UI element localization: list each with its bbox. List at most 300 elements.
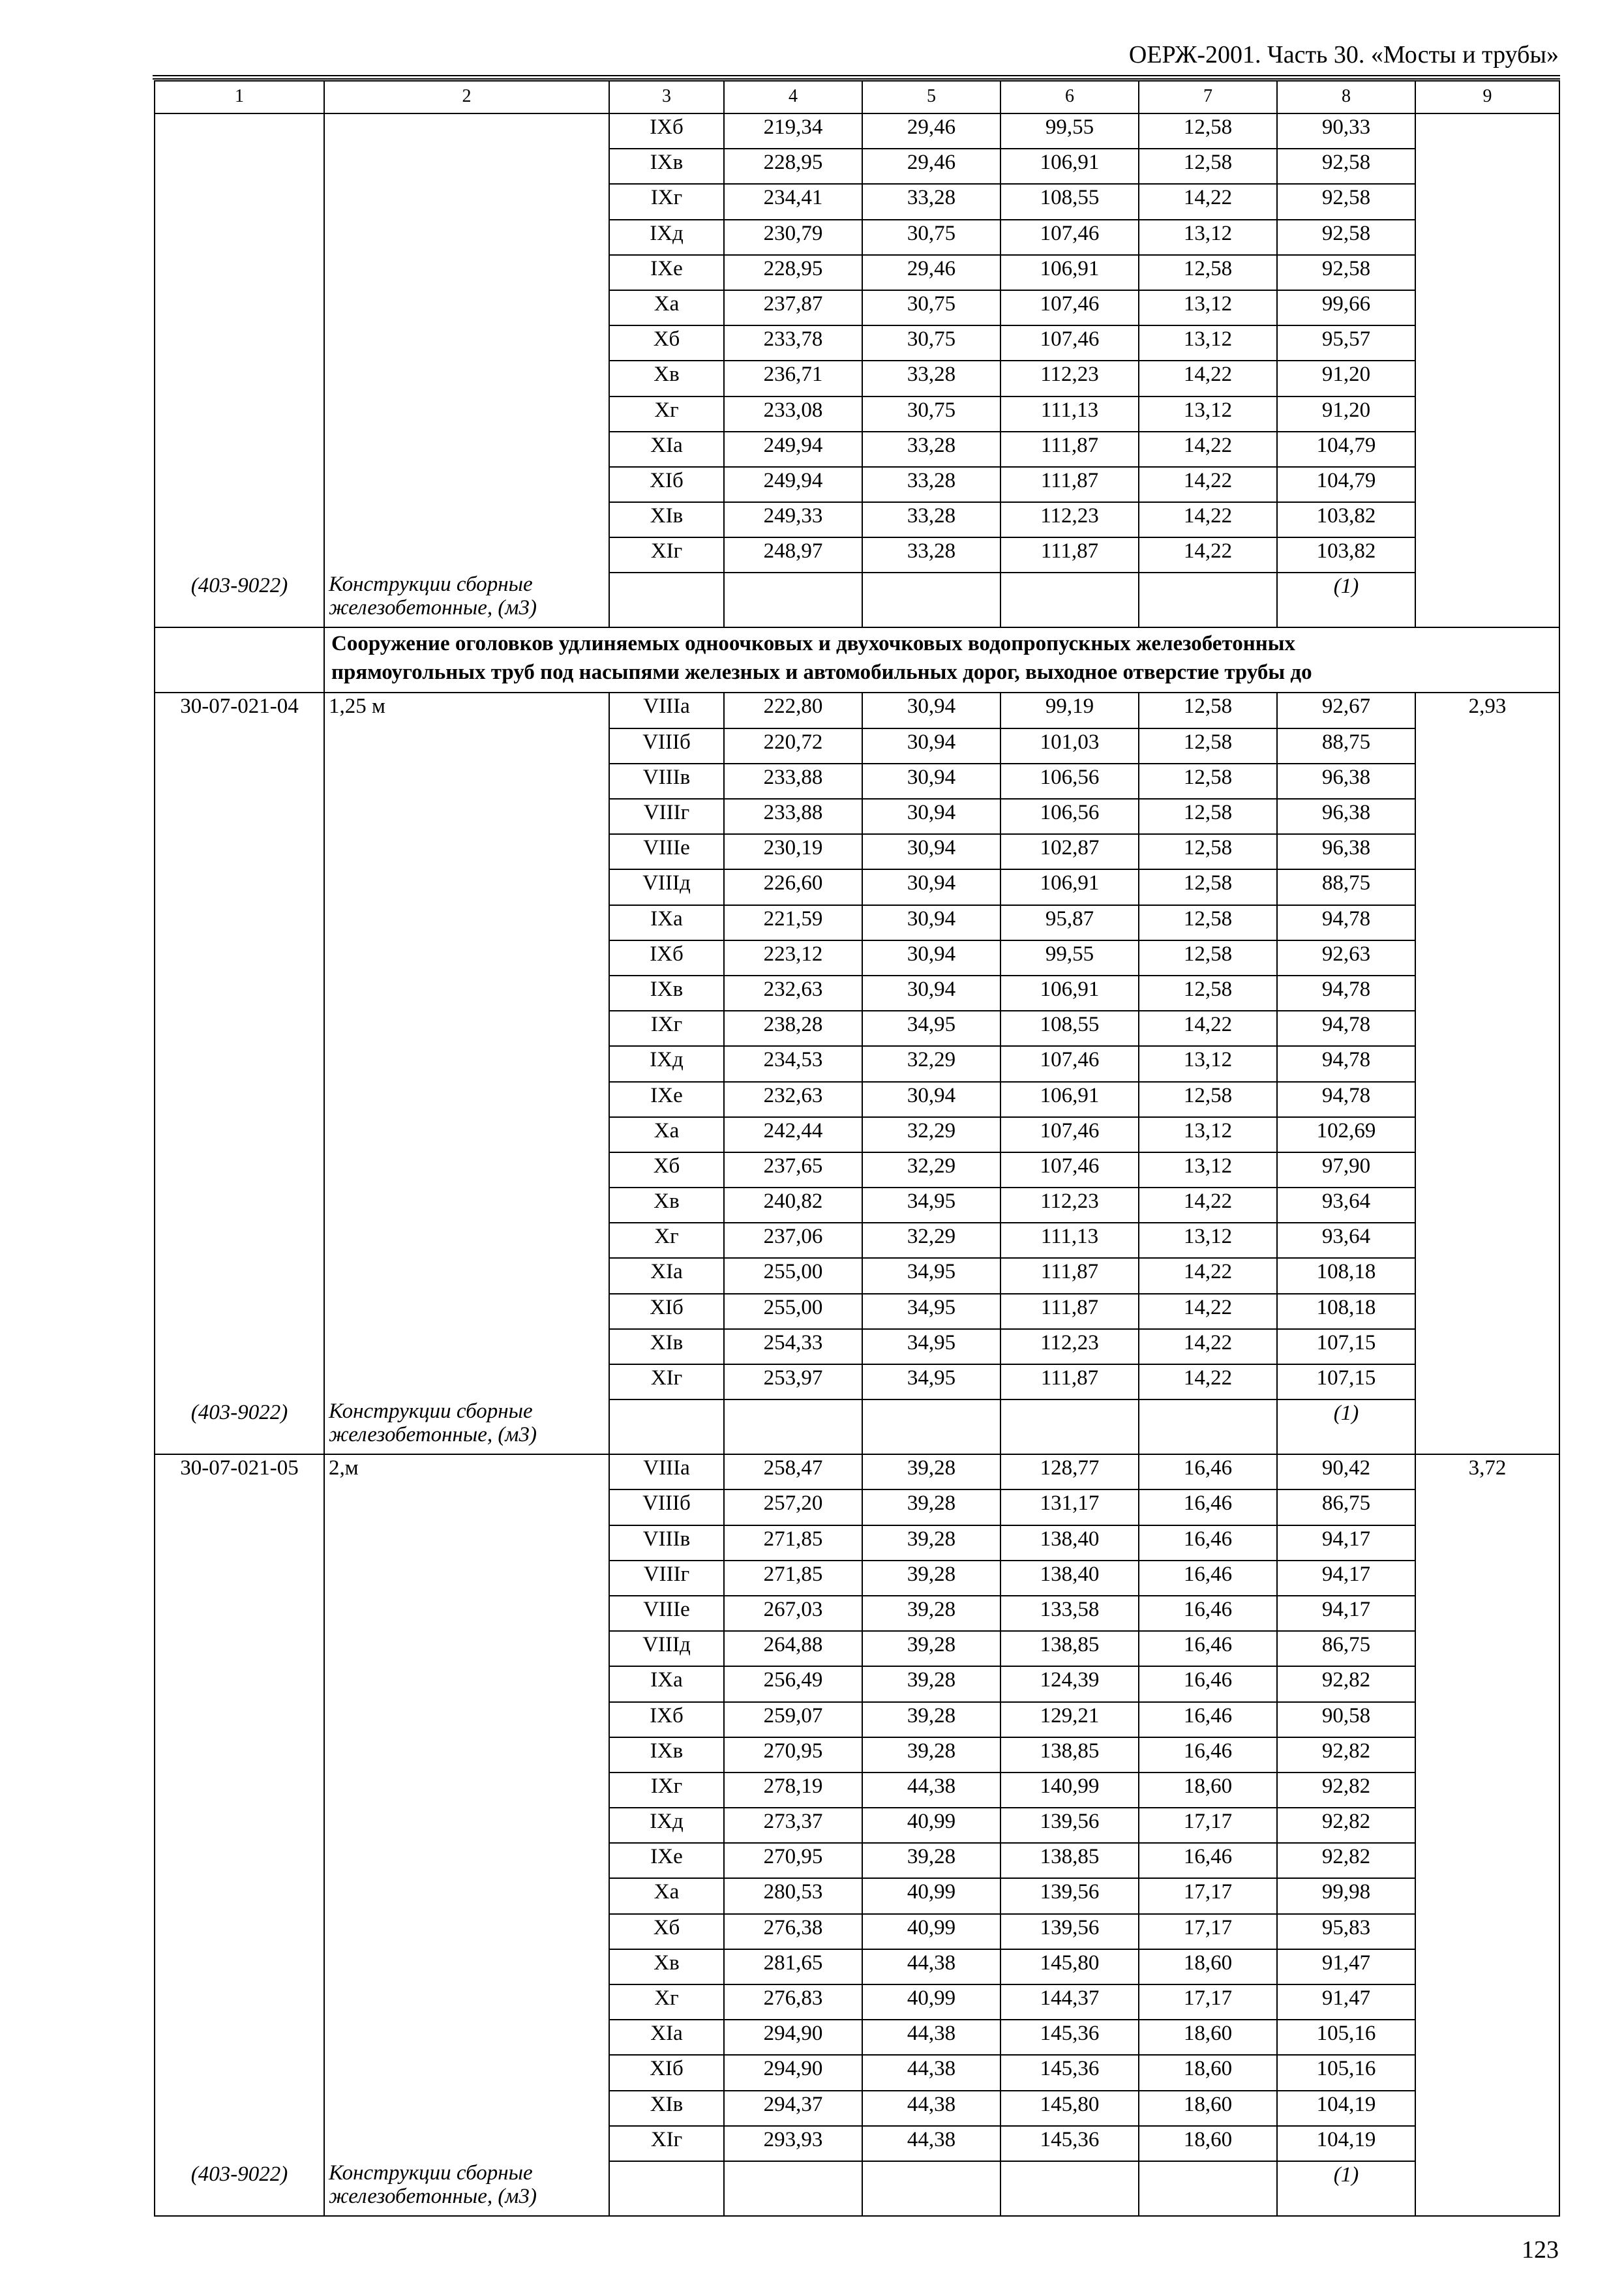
zone-cell: XIв <box>609 1329 724 1364</box>
value-cell: 39,28 <box>862 1596 1000 1631</box>
value-cell: 105,16 <box>1277 2020 1415 2055</box>
value-cell: 44,38 <box>862 1949 1000 1984</box>
zone-cell: XIг <box>609 2126 724 2161</box>
zone-cell: Xг <box>609 1984 724 2020</box>
value-cell: 276,38 <box>724 1914 862 1949</box>
empty-cell <box>609 1399 724 1454</box>
zone-cell: VIIIг <box>609 799 724 834</box>
value-cell: 44,38 <box>862 2020 1000 2055</box>
zone-cell: IXд <box>609 1808 724 1843</box>
zone-cell: VIIIв <box>609 1525 724 1561</box>
value-cell: 294,90 <box>724 2020 862 2055</box>
value-cell: 13,12 <box>1139 325 1277 361</box>
value-cell: 29,46 <box>862 255 1000 290</box>
value-cell: 107,15 <box>1277 1329 1415 1364</box>
value-cell: 105,16 <box>1277 2055 1415 2090</box>
value-cell: 95,83 <box>1277 1914 1415 1949</box>
empty-cell <box>1000 2161 1139 2216</box>
value-cell: 234,53 <box>724 1046 862 1081</box>
value-cell: 228,95 <box>724 255 862 290</box>
value-cell: 104,79 <box>1277 432 1415 467</box>
value-cell: 271,85 <box>724 1525 862 1561</box>
value-cell: 30,94 <box>862 834 1000 869</box>
column-number: 5 <box>862 81 1000 113</box>
value-cell: 12,58 <box>1139 693 1277 728</box>
zone-cell: IXв <box>609 1737 724 1773</box>
value-cell: 106,91 <box>1000 869 1139 905</box>
value-cell: 16,46 <box>1139 1843 1277 1878</box>
value-cell: 219,34 <box>724 113 862 149</box>
norm-description-cell <box>324 1454 609 2161</box>
value-cell: 39,28 <box>862 1525 1000 1561</box>
zone-cell: XIа <box>609 1258 724 1293</box>
value-cell: 236,71 <box>724 361 862 396</box>
zone-cell: Xг <box>609 1223 724 1258</box>
value-cell: 39,28 <box>862 1561 1000 1596</box>
zone-cell: Xв <box>609 361 724 396</box>
zone-cell: IXе <box>609 255 724 290</box>
value-cell: 96,38 <box>1277 834 1415 869</box>
value-cell: 107,46 <box>1000 290 1139 325</box>
value-cell: 111,13 <box>1000 396 1139 432</box>
value-cell: 249,33 <box>724 502 862 537</box>
value-cell: 16,46 <box>1139 1489 1277 1525</box>
value-cell: 34,95 <box>862 1188 1000 1223</box>
resource-name-line: Конструкции сборные <box>329 2161 533 2185</box>
value-cell: 124,39 <box>1000 1666 1139 1701</box>
norm-code-cell <box>155 693 324 1399</box>
value-cell: 92,82 <box>1277 1843 1415 1878</box>
zone-cell: IXг <box>609 1011 724 1046</box>
value-cell: 92,58 <box>1277 220 1415 255</box>
value-cell: 256,49 <box>724 1666 862 1701</box>
value-cell: 44,38 <box>862 1773 1000 1808</box>
col9-cell: 3,72 <box>1415 1454 1559 2216</box>
resource-code: (403-9022) <box>155 2161 324 2216</box>
value-cell: 145,80 <box>1000 1949 1139 1984</box>
value-cell: 237,65 <box>724 1152 862 1188</box>
column-number: 1 <box>155 81 324 113</box>
column-number: 8 <box>1277 81 1415 113</box>
resource-name <box>324 2161 609 2216</box>
value-cell: 13,12 <box>1139 1046 1277 1081</box>
value-cell: 258,47 <box>724 1454 862 1489</box>
value-cell: 14,22 <box>1139 1258 1277 1293</box>
zone-cell: XIг <box>609 537 724 573</box>
value-cell: 281,65 <box>724 1949 862 1984</box>
value-cell: 40,99 <box>862 1878 1000 1913</box>
value-cell: 92,82 <box>1277 1773 1415 1808</box>
value-cell: 99,19 <box>1000 693 1139 728</box>
value-cell: 88,75 <box>1277 869 1415 905</box>
section-heading-line: прямоугольных труб под насыпями железных и автомобильных дорог, выходное отверстие трубы до <box>331 661 1312 685</box>
value-cell: 222,80 <box>724 693 862 728</box>
value-cell: 294,37 <box>724 2091 862 2126</box>
value-cell: 276,83 <box>724 1984 862 2020</box>
value-cell: 12,58 <box>1139 764 1277 799</box>
resource-code: (403-9022) <box>155 573 324 627</box>
value-cell: 129,21 <box>1000 1702 1139 1737</box>
value-cell: 12,58 <box>1139 976 1277 1011</box>
resource-name <box>324 573 609 627</box>
value-cell: 30,94 <box>862 799 1000 834</box>
value-cell: 259,07 <box>724 1702 862 1737</box>
value-cell: 99,55 <box>1000 940 1139 976</box>
value-cell: 30,75 <box>862 396 1000 432</box>
value-cell: 145,36 <box>1000 2055 1139 2090</box>
zone-cell: IXе <box>609 1843 724 1878</box>
page-number: 123 <box>1522 2236 1559 2264</box>
value-cell: 30,75 <box>862 290 1000 325</box>
zone-cell: XIб <box>609 1294 724 1329</box>
empty-cell <box>862 1399 1000 1454</box>
value-cell: 107,46 <box>1000 325 1139 361</box>
zone-cell: IXб <box>609 1702 724 1737</box>
value-cell: 111,87 <box>1000 1294 1139 1329</box>
header-rule-double <box>153 78 1560 80</box>
value-cell: 99,98 <box>1277 1878 1415 1913</box>
value-cell: 138,40 <box>1000 1561 1139 1596</box>
value-cell: 90,33 <box>1277 113 1415 149</box>
value-cell: 111,87 <box>1000 467 1139 502</box>
value-cell: 39,28 <box>862 1666 1000 1701</box>
empty-cell <box>1139 1399 1277 1454</box>
value-cell: 99,55 <box>1000 113 1139 149</box>
section-heading <box>324 627 1559 693</box>
value-cell: 92,82 <box>1277 1808 1415 1843</box>
column-number: 9 <box>1415 81 1559 113</box>
value-cell: 92,82 <box>1277 1737 1415 1773</box>
value-cell: 145,36 <box>1000 2126 1139 2161</box>
table-body <box>155 81 1559 2216</box>
value-cell: 111,13 <box>1000 1223 1139 1258</box>
value-cell: 44,38 <box>862 2091 1000 2126</box>
value-cell: 34,95 <box>862 1329 1000 1364</box>
value-cell: 93,64 <box>1277 1223 1415 1258</box>
value-cell: 88,75 <box>1277 728 1415 764</box>
value-cell: 94,17 <box>1277 1561 1415 1596</box>
value-cell: 112,23 <box>1000 502 1139 537</box>
value-cell: 30,75 <box>862 220 1000 255</box>
resource-name-line: Конструкции сборные <box>329 1399 533 1424</box>
value-cell: 14,22 <box>1139 361 1277 396</box>
value-cell: 96,38 <box>1277 764 1415 799</box>
value-cell: 106,91 <box>1000 976 1139 1011</box>
value-cell: 33,28 <box>862 537 1000 573</box>
value-cell: 220,72 <box>724 728 862 764</box>
value-cell: 108,55 <box>1000 184 1139 219</box>
norm-code: 30-07-021-04 <box>180 695 299 719</box>
value-cell: 34,95 <box>862 1294 1000 1329</box>
value-cell: 39,28 <box>862 1454 1000 1489</box>
value-cell: 255,00 <box>724 1294 862 1329</box>
resource-name-line: железобетонные, (м3) <box>329 2184 537 2208</box>
value-cell: 253,97 <box>724 1364 862 1399</box>
value-cell: 16,46 <box>1139 1737 1277 1773</box>
value-cell: 32,29 <box>862 1046 1000 1081</box>
value-cell: 234,41 <box>724 184 862 219</box>
value-cell: 91,47 <box>1277 1984 1415 2020</box>
value-cell: 91,20 <box>1277 361 1415 396</box>
column-number: 6 <box>1000 81 1139 113</box>
value-cell: 13,12 <box>1139 396 1277 432</box>
table-row <box>155 1454 1559 1489</box>
zone-cell: VIIIа <box>609 1454 724 1489</box>
table-row <box>155 113 1559 149</box>
value-cell: 104,79 <box>1277 467 1415 502</box>
zone-cell: IXа <box>609 1666 724 1701</box>
value-cell: 271,85 <box>724 1561 862 1596</box>
value-cell: 33,28 <box>862 184 1000 219</box>
value-cell: 14,22 <box>1139 184 1277 219</box>
value-cell: 32,29 <box>862 1152 1000 1188</box>
value-cell: 232,63 <box>724 1082 862 1117</box>
zone-cell: IXд <box>609 1046 724 1081</box>
value-cell: 33,28 <box>862 502 1000 537</box>
value-cell: 230,19 <box>724 834 862 869</box>
value-cell: 18,60 <box>1139 1773 1277 1808</box>
value-cell: 103,82 <box>1277 537 1415 573</box>
empty-cell <box>609 2161 724 2216</box>
value-cell: 94,78 <box>1277 905 1415 940</box>
norm-description: 2,м <box>329 1456 359 1480</box>
value-cell: 92,67 <box>1277 693 1415 728</box>
value-cell: 86,75 <box>1277 1489 1415 1525</box>
value-cell: 44,38 <box>862 2126 1000 2161</box>
value-cell: 111,87 <box>1000 432 1139 467</box>
value-cell: 14,22 <box>1139 432 1277 467</box>
value-cell: 90,42 <box>1277 1454 1415 1489</box>
value-cell: 17,17 <box>1139 1878 1277 1913</box>
value-cell: 111,87 <box>1000 1258 1139 1293</box>
value-cell: 94,78 <box>1277 976 1415 1011</box>
zone-cell: VIIIд <box>609 1631 724 1666</box>
value-cell: 12,58 <box>1139 113 1277 149</box>
value-cell: 34,95 <box>862 1258 1000 1293</box>
resource-quantity: (1) <box>1277 2161 1415 2216</box>
value-cell: 103,82 <box>1277 502 1415 537</box>
norm-description: 1,25 м <box>329 695 385 719</box>
zone-cell: IXе <box>609 1082 724 1117</box>
zone-cell: Xб <box>609 325 724 361</box>
column-number: 2 <box>324 81 609 113</box>
value-cell: 93,64 <box>1277 1188 1415 1223</box>
zone-cell: XIб <box>609 467 724 502</box>
value-cell: 14,22 <box>1139 467 1277 502</box>
empty-cell <box>155 627 324 693</box>
value-cell: 106,56 <box>1000 764 1139 799</box>
value-cell: 39,28 <box>862 1702 1000 1737</box>
value-cell: 237,06 <box>724 1223 862 1258</box>
value-cell: 13,12 <box>1139 290 1277 325</box>
value-cell: 12,58 <box>1139 728 1277 764</box>
resource-note-row <box>155 2161 1559 2216</box>
value-cell: 145,80 <box>1000 2091 1139 2126</box>
value-cell: 29,46 <box>862 113 1000 149</box>
value-cell: 14,22 <box>1139 502 1277 537</box>
empty-cell <box>724 573 862 627</box>
header-rule <box>153 75 1560 76</box>
value-cell: 248,97 <box>724 537 862 573</box>
value-cell: 233,78 <box>724 325 862 361</box>
zone-cell: Xб <box>609 1152 724 1188</box>
col9-cell: 2,93 <box>1415 693 1559 1454</box>
value-cell: 233,88 <box>724 764 862 799</box>
resource-note-row <box>155 1399 1559 1454</box>
empty-cell <box>1139 573 1277 627</box>
value-cell: 94,17 <box>1277 1525 1415 1561</box>
value-cell: 90,58 <box>1277 1702 1415 1737</box>
value-cell: 107,46 <box>1000 220 1139 255</box>
value-cell: 33,28 <box>862 467 1000 502</box>
value-cell: 111,87 <box>1000 537 1139 573</box>
value-cell: 13,12 <box>1139 220 1277 255</box>
empty-cell <box>724 1399 862 1454</box>
value-cell: 240,82 <box>724 1188 862 1223</box>
value-cell: 16,46 <box>1139 1631 1277 1666</box>
value-cell: 139,56 <box>1000 1914 1139 1949</box>
value-cell: 144,37 <box>1000 1984 1139 2020</box>
value-cell: 14,22 <box>1139 1329 1277 1364</box>
value-cell: 133,58 <box>1000 1596 1139 1631</box>
value-cell: 139,56 <box>1000 1878 1139 1913</box>
value-cell: 294,90 <box>724 2055 862 2090</box>
value-cell: 16,46 <box>1139 1454 1277 1489</box>
value-cell: 293,93 <box>724 2126 862 2161</box>
zone-cell: VIIIб <box>609 728 724 764</box>
value-cell: 254,33 <box>724 1329 862 1364</box>
value-cell: 97,90 <box>1277 1152 1415 1188</box>
value-cell: 138,40 <box>1000 1525 1139 1561</box>
value-cell: 39,28 <box>862 1489 1000 1525</box>
value-cell: 232,63 <box>724 976 862 1011</box>
zone-cell: XIг <box>609 1364 724 1399</box>
value-cell: 270,95 <box>724 1843 862 1878</box>
value-cell: 92,58 <box>1277 255 1415 290</box>
value-cell: 16,46 <box>1139 1702 1277 1737</box>
value-cell: 39,28 <box>862 1843 1000 1878</box>
empty-cell <box>1139 2161 1277 2216</box>
empty-cell <box>724 2161 862 2216</box>
value-cell: 39,28 <box>862 1737 1000 1773</box>
value-cell: 95,57 <box>1277 325 1415 361</box>
value-cell: 112,23 <box>1000 1329 1139 1364</box>
value-cell: 14,22 <box>1139 1364 1277 1399</box>
zone-cell: Xа <box>609 1878 724 1913</box>
value-cell: 14,22 <box>1139 1011 1277 1046</box>
value-cell: 96,38 <box>1277 799 1415 834</box>
empty-cell <box>862 573 1000 627</box>
value-cell: 30,94 <box>862 693 1000 728</box>
value-cell: 18,60 <box>1139 2126 1277 2161</box>
zone-cell: VIIIв <box>609 764 724 799</box>
value-cell: 30,75 <box>862 325 1000 361</box>
zone-cell: XIв <box>609 2091 724 2126</box>
value-cell: 30,94 <box>862 940 1000 976</box>
value-cell: 249,94 <box>724 432 862 467</box>
value-cell: 138,85 <box>1000 1843 1139 1878</box>
value-cell: 12,58 <box>1139 869 1277 905</box>
value-cell: 112,23 <box>1000 1188 1139 1223</box>
resource-quantity: (1) <box>1277 573 1415 627</box>
zone-cell: VIIIе <box>609 1596 724 1631</box>
value-cell: 270,95 <box>724 1737 862 1773</box>
value-cell: 40,99 <box>862 1984 1000 2020</box>
value-cell: 12,58 <box>1139 149 1277 184</box>
zone-cell: XIа <box>609 2020 724 2055</box>
value-cell: 104,19 <box>1277 2091 1415 2126</box>
norm-code-cell <box>155 113 324 573</box>
value-cell: 86,75 <box>1277 1631 1415 1666</box>
value-cell: 94,78 <box>1277 1082 1415 1117</box>
value-cell: 264,88 <box>724 1631 862 1666</box>
value-cell: 18,60 <box>1139 1949 1277 1984</box>
resource-name-line: железобетонные, (м3) <box>329 596 537 620</box>
value-cell: 12,58 <box>1139 1082 1277 1117</box>
zone-cell: IXб <box>609 113 724 149</box>
value-cell: 139,56 <box>1000 1808 1139 1843</box>
value-cell: 18,60 <box>1139 2055 1277 2090</box>
value-cell: 12,58 <box>1139 799 1277 834</box>
value-cell: 223,12 <box>724 940 862 976</box>
value-cell: 111,87 <box>1000 1364 1139 1399</box>
value-cell: 16,46 <box>1139 1596 1277 1631</box>
zone-cell: Xв <box>609 1949 724 1984</box>
value-cell: 106,91 <box>1000 1082 1139 1117</box>
zone-cell: IXв <box>609 976 724 1011</box>
value-cell: 30,94 <box>862 1082 1000 1117</box>
value-cell: 14,22 <box>1139 1188 1277 1223</box>
value-cell: 238,28 <box>724 1011 862 1046</box>
value-cell: 107,46 <box>1000 1152 1139 1188</box>
value-cell: 92,63 <box>1277 940 1415 976</box>
norm-code: 30-07-021-05 <box>180 1456 299 1480</box>
value-cell: 30,94 <box>862 728 1000 764</box>
value-cell: 40,99 <box>862 1808 1000 1843</box>
value-cell: 101,03 <box>1000 728 1139 764</box>
value-cell: 102,69 <box>1277 1117 1415 1152</box>
value-cell: 102,87 <box>1000 834 1139 869</box>
zone-cell: IXв <box>609 149 724 184</box>
zone-cell: VIIIг <box>609 1561 724 1596</box>
value-cell: 249,94 <box>724 467 862 502</box>
value-cell: 273,37 <box>724 1808 862 1843</box>
value-cell: 32,29 <box>862 1223 1000 1258</box>
value-cell: 242,44 <box>724 1117 862 1152</box>
resource-name-line: железобетонные, (м3) <box>329 1423 537 1447</box>
value-cell: 92,82 <box>1277 1666 1415 1701</box>
zone-cell: XIв <box>609 502 724 537</box>
value-cell: 106,56 <box>1000 799 1139 834</box>
resource-quantity: (1) <box>1277 1399 1415 1454</box>
value-cell: 91,47 <box>1277 1949 1415 1984</box>
value-cell: 91,20 <box>1277 396 1415 432</box>
value-cell: 112,23 <box>1000 361 1139 396</box>
value-cell: 40,99 <box>862 1914 1000 1949</box>
value-cell: 16,46 <box>1139 1561 1277 1596</box>
value-cell: 255,00 <box>724 1258 862 1293</box>
value-cell: 14,22 <box>1139 1294 1277 1329</box>
zone-cell: IXг <box>609 184 724 219</box>
value-cell: 94,17 <box>1277 1596 1415 1631</box>
zone-cell: Xб <box>609 1914 724 1949</box>
zone-cell: XIб <box>609 2055 724 2090</box>
value-cell: 138,85 <box>1000 1631 1139 1666</box>
value-cell: 221,59 <box>724 905 862 940</box>
value-cell: 29,46 <box>862 149 1000 184</box>
value-cell: 104,19 <box>1277 2126 1415 2161</box>
value-cell: 32,29 <box>862 1117 1000 1152</box>
